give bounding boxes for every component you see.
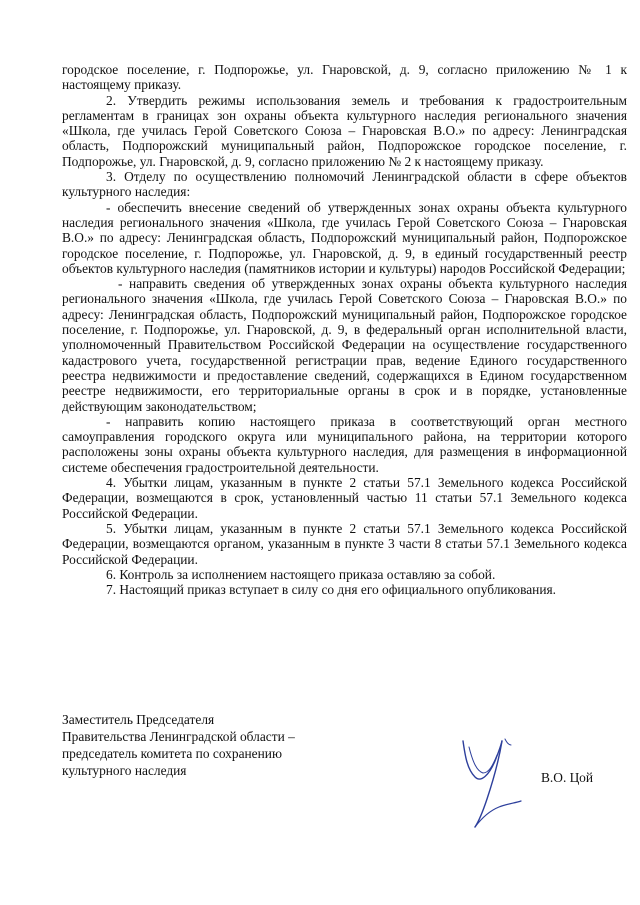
paragraph-bullet-2: - направить сведения об утвержденных зонах охраны объекта культурного наследия регионального значения «Школа, где училась Герой Советского Союза – Гнаровская В.О.» по адресу: Ленинградская область, Подпорожский муниципальный район, Подпорожское городское поселение, г. Подпорожье, ул. Гнаровской, д. 9, в федеральный орган исполнительной власти, уполномоченный Правительством Российской Федерации на осуществление государственного кадастрового учета, государственной регистрации прав, ведение Единого государственного реестра недвижимости и предоставление сведений, содержащихся в Едином государственном реестре недвижимости, его территориальные органы в срок и в порядке, установленные действующим законодательством; [62,276,627,414]
paragraph-item-7: 7. Настоящий приказ вступает в силу со дня его официального опубликования. [106,582,556,598]
signatory-title-line: председатель комитета по сохранению [62,746,282,761]
paragraph-item-2: 2. Утвердить режимы использования земель и требования к градостроительным регламентам в границах зон охраны объекта культурного наследия регионального значения «Школа, где училась Герой Советского Союза – Гнаровская В.О.» по адресу: Ленинградская область, Подпорожский муниципальный район, Подпорожское городское поселение, г. Подпорожье, ул. Гнаровской, д. 9, согласно приложению № 2 к настоящему приказу. [62,92,627,169]
signatory-title-line: культурного наследия [62,763,187,778]
paragraph-item-3: 3. Отделу по осуществлению полномочий Ленинградской области в сфере объектов культурного наследия: [62,169,627,200]
paragraph-bullet-3: - направить копию настоящего приказа в соответствующий орган местного самоуправления городского округа или муниципального района, на территории которого расположены зоны охраны объекта культурного наследия, для размещения в информационной системе обеспечения градостроительной деятельности. [62,413,627,475]
signatory-title-line: Заместитель Председателя [62,712,215,727]
paragraph-1-continuation: городское поселение, г. Подпорожье, ул. Гнаровской, д. 9, согласно приложению № 1 к настоящему приказу. [62,62,627,93]
document-body [62,62,627,597]
paragraph-bullet-1: - обеспечить внесение сведений об утвержденных зонах охраны объекта культурного наследия регионального значения «Школа, где училась Герой Советского Союза – Гнаровская В.О.» по адресу: Ленинградская область, Подпорожский муниципальный район, Подпорожское городское поселение, г. Подпорожье, ул. Гнаровской, д. 9, в единый государственный реестр объектов культурного наследия (памятников истории и культуры) народов Российской Федерации; [62,199,627,276]
paragraph-item-4: 4. Убытки лицам, указанным в пункте 2 статьи 57.1 Земельного кодекса Российской Федерации, возмещаются в срок, установленный частью 11 статьи 57.1 Земельного кодекса Российской Федерации. [62,475,627,521]
signatory-name: В.О. Цой [541,770,593,785]
handwritten-signature [455,735,525,830]
signatory-title [62,711,362,779]
paragraph-item-6: 6. Контроль за исполнением настоящего приказа оставляю за собой. [106,566,496,582]
paragraph-item-5: 5. Убытки лицам, указанным в пункте 2 статьи 57.1 Земельного кодекса Российской Федерации, возмещаются органом, указанным в пункте 3 части 8 статьи 57.1 Земельного кодекса Российской Федерации. [62,520,627,567]
signatory-title-line: Правительства Ленинградской области – [62,729,295,744]
